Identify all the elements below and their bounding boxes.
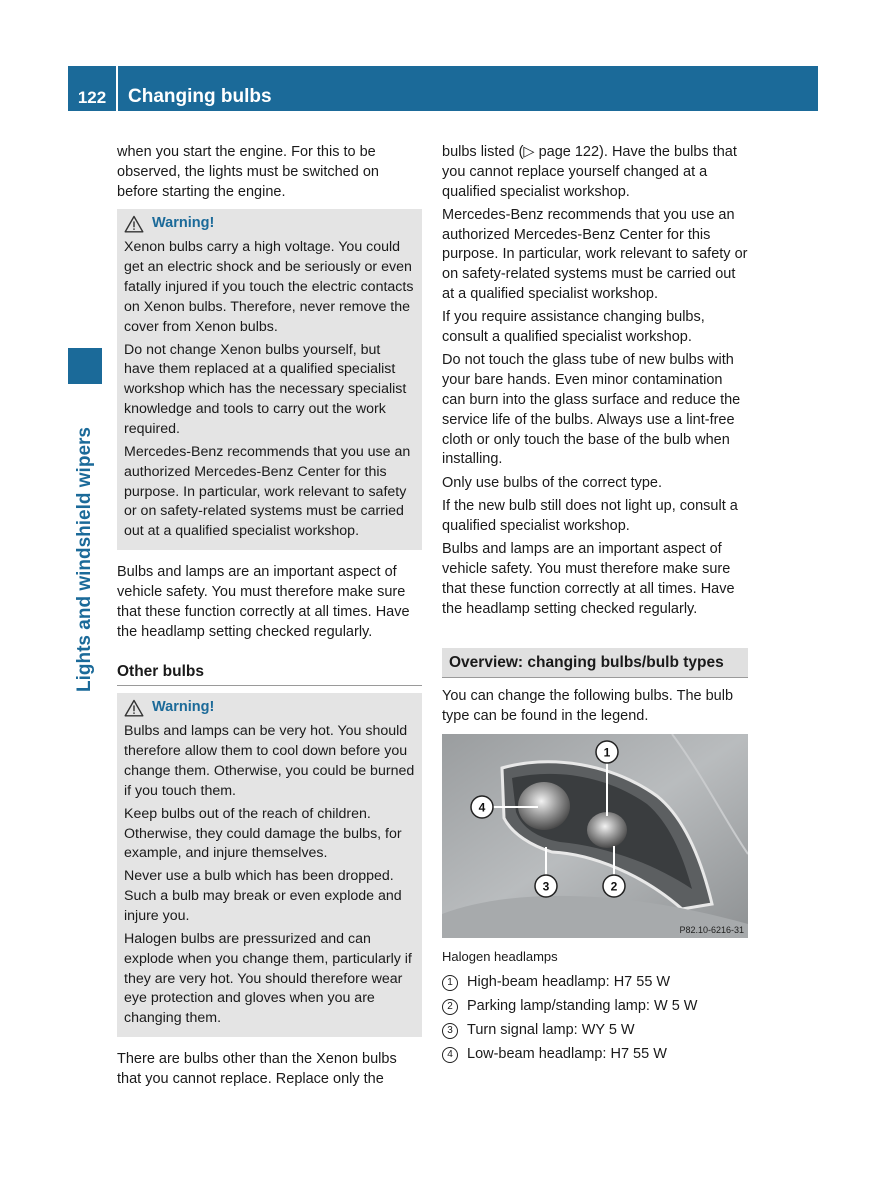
closing-paragraph: There are bulbs other than the Xenon bulbs that you cannot replace. Replace only the [117,1051,397,1088]
warning-header [124,214,415,234]
legend-text: Low-beam headlamp: H7 55 W [467,1045,667,1062]
side-tab-marker [68,348,102,384]
subheading-other-bulbs: Other bulbs [117,656,422,686]
warning-header [124,698,415,718]
warning-box-xenon [117,209,422,550]
side-tab-label: Lights and windshield wipers [74,427,95,692]
warning-paragraph: Halogen bulbs are pressurized and can explode when you change them, particularly if they are very hot. You should therefore wear eye protection and gloves when you are changing them. [124,931,412,1027]
warning-paragraph: Keep bulbs out of the reach of children. Otherwise, they could damage the bulbs, for example, and injure themselves. [124,805,402,862]
legend-number: 1 [442,975,458,991]
page-number: 122 [77,88,107,107]
left-column [117,143,422,1093]
warning-paragraph: Bulbs and lamps can be very hot. You should therefore allow them to cool down before you change them. Otherwise, you could be burned if you touch them. [124,723,415,799]
callout-label: 2 [610,879,618,894]
legend-item [442,1043,748,1067]
figure-code: P82.10-6216-31 [679,924,744,935]
body-paragraph: bulbs listed (▷ page 122). Have the bulbs that you cannot replace yourself changed at a qualified specialist workshop. [442,144,737,200]
callout-label: 3 [542,879,550,894]
callout-4 [471,796,493,818]
chapter-title: Changing bulbs [128,86,272,107]
section-intro: You can change the following bulbs. The bulb type can be found in the legend. [442,688,734,724]
legend-item [442,1019,748,1043]
body-paragraph: Bulbs and lamps are an important aspect of vehicle safety. You must therefore make sure that these function correctly at all times. Have the headlamp setting checked regularly. [442,541,735,617]
body-paragraph: Mercedes-Benz recommends that you use an authorized Mercedes-Benz Center for this purpose. In particular, work relevant to safety or on safety-related systems must be carried out at a qualified specialist workshop. [442,206,748,303]
warning-paragraph: Do not change Xenon bulbs yourself, but have them replaced at a qualified specialist workshop which has the necessary specialist knowledge and tools to carry out the work required. [124,341,407,437]
warning-triangle-icon [124,699,144,717]
legend-number: 3 [442,1023,458,1039]
header-divider [116,66,118,111]
callout-3 [535,875,557,897]
figure-caption: Halogen headlamps [442,948,558,964]
section-heading: Overview: changing bulbs/bulb types [442,648,748,678]
right-column [442,143,748,1067]
legend-number: 2 [442,999,458,1015]
callout-1 [596,741,618,763]
callout-2 [603,875,625,897]
warning-paragraph: Xenon bulbs carry a high voltage. You could get an electric shock and be seriously or even fatally injured if you touch the electric contacts on Xenon bulbs. Therefore, never remove the cover from Xenon bulbs. [124,239,414,335]
legend-text: Parking lamp/standing lamp: W 5 W [467,997,698,1014]
callout-label: 1 [603,745,611,760]
legend-text: High-beam headlamp: H7 55 W [467,973,671,990]
warning-triangle-icon [124,215,144,233]
safety-paragraph: Bulbs and lamps are an important aspect of vehicle safety. You must therefore make sure that these function correctly at all times. Have the headlamp setting checked regularly. [117,564,410,640]
warning-paragraph: Never use a bulb which has been dropped. Such a bulb may break or even explode and injure you. [124,868,402,924]
callout-label: 4 [478,800,486,815]
warning-title: Warning! [152,215,215,232]
legend-item [442,971,748,995]
legend-text: Turn signal lamp: WY 5 W [467,1021,635,1038]
body-paragraph: Only use bulbs of the correct type. [442,474,663,491]
warning-title: Warning! [152,699,215,716]
headlamp-figure [442,734,748,938]
body-paragraph: If you require assistance changing bulbs, consult a qualified specialist workshop. [442,309,705,346]
intro-paragraph: when you start the engine. For this to be observed, the lights must be switched on before starting the engine. [117,144,379,200]
legend-item [442,995,748,1019]
high-beam-lens [587,812,627,848]
legend-number: 4 [442,1047,458,1063]
warning-box-hot-bulbs [117,693,422,1037]
warning-paragraph: Mercedes-Benz recommends that you use an authorized Mercedes-Benz Center for this purpose. In particular, work relevant to safety or on safety-related systems must be carried out at a qualified specialist workshop. [124,443,411,540]
body-paragraph: Do not touch the glass tube of new bulbs with your bare hands. Even minor contamination can burn into the glass surface and reduce the service life of the bulbs. Always use a lint-free cloth or only touch the base of the bulb when installing. [442,352,741,468]
body-paragraph: If the new bulb still does not light up, consult a qualified specialist workshop. [442,498,738,534]
